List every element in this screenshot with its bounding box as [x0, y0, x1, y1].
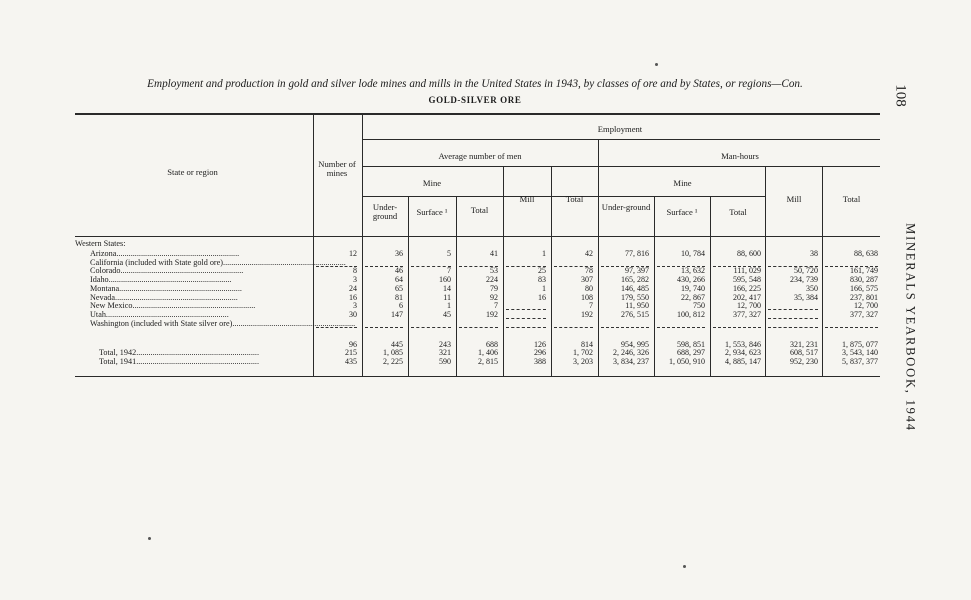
dot-leader: ............................................................ — [232, 318, 356, 328]
empty-cell-dash — [768, 309, 818, 310]
table-cell-mine-total: 1, 406 — [478, 348, 498, 357]
table-cell-under: 46 — [395, 266, 403, 276]
table-cell-mines: 3 — [353, 275, 357, 285]
header-bottom-rule — [75, 236, 880, 237]
table-cell-mine-total: 688 — [486, 340, 498, 349]
header-mill: Mill — [519, 194, 535, 204]
table-cell-under: 64 — [395, 275, 403, 285]
table-cell-under: 445 — [391, 340, 403, 349]
scan-speck — [683, 565, 686, 568]
table-cell-mill: 296 — [534, 348, 546, 357]
table-cell-mines: 12 — [349, 249, 357, 258]
dot-leader: ............................................................ — [116, 249, 240, 258]
header-mine: Mine — [422, 178, 442, 188]
table-cell-mh-surface: 22, 867 — [681, 292, 705, 302]
table-cell-mh-mine-total: 377, 327 — [733, 309, 761, 319]
table-cell-total: 307 — [581, 275, 593, 285]
empty-cell-dash — [554, 327, 593, 328]
empty-cell-dash — [316, 327, 357, 328]
row-label: Total, 1942............................................................ — [99, 348, 259, 357]
table-title: Employment and production in gold and silver lode mines and mills in the United States in 1943, by classes of ore and by States, or regions—Con. — [147, 78, 803, 90]
table-top-rule — [75, 113, 880, 115]
row-label: California (included with State gold ore)............................................................ — [90, 257, 346, 267]
table-cell-mh-mine-total: 595, 548 — [733, 275, 761, 285]
table-cell-mines: 8 — [353, 266, 357, 276]
table-cell-mh-under: 97, 397 — [625, 266, 649, 276]
subgroup-rule — [362, 166, 880, 167]
header-mh-underground: Under-ground — [601, 202, 651, 212]
row-label: Total, 1941............................................................ — [99, 357, 259, 366]
header-mh-mine: Mine — [673, 178, 692, 188]
table-cell-mh-mill: 952, 230 — [790, 357, 818, 366]
table-cell-mh-total: 166, 575 — [850, 283, 878, 293]
table-cell-surface: 45 — [443, 309, 451, 319]
header-man-hours: Man-hours — [721, 151, 759, 161]
table-cell-mines: 435 — [345, 357, 357, 366]
header-mh-mine-total: Total — [729, 207, 747, 217]
dot-leader: ............................................................ — [136, 357, 259, 366]
empty-cell-dash — [506, 318, 546, 319]
page-number: 108 — [892, 84, 909, 107]
table-cell-total: 7 — [589, 301, 593, 311]
table-cell-mh-mine-total: 166, 225 — [733, 283, 761, 293]
empty-cell-dash — [768, 318, 818, 319]
table-cell-mines: 3 — [353, 301, 357, 311]
table-cell-mines: 16 — [349, 292, 357, 302]
table-cell-mh-under: 146, 485 — [621, 283, 649, 293]
table-cell-mine-total: 53 — [490, 266, 498, 276]
table-cell-mill: 126 — [534, 340, 546, 349]
row-label: Arizona............................................................ — [90, 249, 240, 258]
table-cell-mh-under: 954, 995 — [621, 340, 649, 349]
table-cell-mh-total: 377, 327 — [850, 309, 878, 319]
dot-leader: ............................................................ — [115, 292, 238, 302]
table-cell-mines: 96 — [349, 340, 357, 349]
table-cell-total: 108 — [581, 292, 593, 302]
table-subtitle: GOLD-SILVER ORE — [428, 95, 522, 105]
table-cell-total: 78 — [585, 266, 593, 276]
table-cell-mh-under: 77, 816 — [625, 249, 649, 258]
row-label: Washington (included with State silver ore)............................................................ — [90, 318, 356, 328]
table-cell-under: 2, 225 — [383, 357, 403, 366]
table-cell-under: 81 — [395, 292, 403, 302]
table-cell-surface: 160 — [439, 275, 451, 285]
column-divider — [362, 115, 363, 376]
table-cell-mill: 16 — [538, 292, 546, 302]
running-head: MINERALS YEARBOOK, 1944 — [903, 223, 918, 432]
table-cell-total: 814 — [581, 340, 593, 349]
table-cell-mh-surface: 430, 266 — [677, 275, 705, 285]
table-cell-mh-surface: 598, 851 — [677, 340, 705, 349]
table-cell-mh-under: 276, 515 — [621, 309, 649, 319]
table-cell-surface: 590 — [439, 357, 451, 366]
header-underground: Under-ground — [372, 202, 398, 222]
table-cell-mine-total: 41 — [490, 249, 498, 258]
table-cell-mh-surface: 688, 297 — [677, 348, 705, 357]
empty-cell-dash — [365, 327, 403, 328]
table-cell-mh-mine-total: 202, 417 — [733, 292, 761, 302]
table-cell-mh-mine-total: 12, 700 — [737, 301, 761, 311]
dot-leader: ............................................................ — [119, 283, 242, 293]
dot-leader: ............................................................ — [105, 309, 229, 319]
table-cell-mill: 1 — [542, 249, 546, 258]
table-cell-mh-mine-total: 88, 600 — [737, 249, 761, 258]
table-cell-total: 42 — [585, 249, 593, 258]
table-bottom-rule — [75, 376, 880, 377]
table-cell-mines: 24 — [349, 283, 357, 293]
row-label: New Mexico............................................................ — [90, 301, 256, 311]
dot-leader: ............................................................ — [108, 275, 232, 285]
table-cell-mh-mill: 35, 384 — [794, 292, 818, 302]
scan-speck — [655, 63, 658, 66]
table-cell-mh-under: 179, 550 — [621, 292, 649, 302]
table-cell-mh-mill: 234, 739 — [790, 275, 818, 285]
employment-rule — [362, 139, 880, 140]
header-mh-surface: Surface ¹ — [666, 207, 698, 217]
table-cell-mh-under: 165, 282 — [621, 275, 649, 285]
table-cell-mh-under: 3, 834, 237 — [613, 357, 649, 366]
table-cell-mh-mine-total: 2, 934, 623 — [725, 348, 761, 357]
empty-cell-dash — [601, 327, 649, 328]
table-cell-surface: 1 — [447, 301, 451, 311]
empty-cell-dash — [657, 327, 705, 328]
table-cell-total: 1, 702 — [573, 348, 593, 357]
table-cell-total: 3, 203 — [573, 357, 593, 366]
table-cell-mine-total: 192 — [486, 309, 498, 319]
table-cell-mh-mill: 608, 517 — [790, 348, 818, 357]
row-label: Nevada............................................................ — [90, 292, 238, 302]
header-surface: Surface ¹ — [416, 207, 448, 217]
row-label: Utah............................................................ — [90, 309, 229, 319]
table-cell-mill: 83 — [538, 275, 546, 285]
table-cell-total: 80 — [585, 283, 593, 293]
table-cell-mill: 25 — [538, 266, 546, 276]
table-cell-mill: 1 — [542, 283, 546, 293]
table-cell-mh-mill: 50, 720 — [794, 266, 818, 276]
table-cell-mine-total: 2, 815 — [478, 357, 498, 366]
table-cell-mh-surface: 750 — [693, 301, 705, 311]
table-cell-surface: 7 — [447, 266, 451, 276]
table-cell-surface: 11 — [443, 292, 451, 302]
table-cell-mh-surface: 13, 632 — [681, 266, 705, 276]
scan-speck — [148, 537, 151, 540]
table-cell-mh-total: 161, 749 — [850, 266, 878, 276]
empty-cell-dash — [506, 309, 546, 310]
table-cell-mine-total: 224 — [486, 275, 498, 285]
column-divider — [313, 115, 314, 376]
table-cell-surface: 321 — [439, 348, 451, 357]
table-cell-mh-mill: 350 — [806, 283, 818, 293]
table-cell-mines: 215 — [345, 348, 357, 357]
table-cell-mh-total: 5, 837, 377 — [842, 357, 878, 366]
header-number-of-mines: Number of mines — [318, 159, 356, 179]
header-average-men: Average number of men — [438, 151, 522, 161]
table-cell-mh-total: 237, 801 — [850, 292, 878, 302]
table-cell-mh-total: 3, 543, 140 — [842, 348, 878, 357]
group-label: Western States: — [75, 239, 126, 248]
table-cell-mines: 30 — [349, 309, 357, 319]
table-cell-mh-surface: 10, 784 — [681, 249, 705, 258]
table-cell-mine-total: 79 — [490, 283, 498, 293]
table-cell-mh-mine-total: 111, 029 — [733, 266, 761, 276]
row-label: Idaho............................................................ — [90, 275, 232, 285]
header-mine-total: Total — [470, 205, 489, 215]
dot-leader: ............................................................ — [120, 266, 244, 276]
table-cell-mh-mine-total: 4, 885, 147 — [725, 357, 761, 366]
table-cell-surface: 5 — [447, 249, 451, 258]
table-cell-under: 147 — [391, 309, 403, 319]
table-cell-mh-mill: 321, 231 — [790, 340, 818, 349]
table-cell-mine-total: 92 — [490, 292, 498, 302]
header-mh-mill: Mill — [786, 194, 802, 204]
table-cell-mh-total: 830, 287 — [850, 275, 878, 285]
table-cell-mh-surface: 19, 740 — [681, 283, 705, 293]
table-cell-mill: 388 — [534, 357, 546, 366]
table-cell-mh-total: 88, 638 — [854, 249, 878, 258]
table-cell-under: 65 — [395, 283, 403, 293]
header-employment: Employment — [597, 124, 643, 134]
table-cell-mine-total: 7 — [494, 301, 498, 311]
row-label: Montana............................................................ — [90, 283, 242, 293]
empty-cell-dash — [506, 327, 546, 328]
header-total: Total — [565, 194, 584, 204]
table-cell-mh-mine-total: 1, 553, 846 — [725, 340, 761, 349]
table-cell-under: 1, 085 — [383, 348, 403, 357]
table-cell-mh-surface: 100, 812 — [677, 309, 705, 319]
empty-cell-dash — [825, 327, 878, 328]
dot-leader: ............................................................ — [132, 301, 256, 311]
table-cell-mh-surface: 1, 050, 910 — [669, 357, 705, 366]
table-cell-mh-total: 1, 875, 077 — [842, 340, 878, 349]
header-state: State or region — [167, 167, 218, 177]
row-label: Colorado............................................................ — [90, 266, 244, 276]
empty-cell-dash — [768, 327, 818, 328]
table-cell-mh-under: 11, 950 — [625, 301, 649, 311]
dot-leader: ............................................................ — [223, 257, 346, 267]
table-cell-under: 6 — [399, 301, 403, 311]
table-cell-surface: 14 — [443, 283, 451, 293]
table-cell-surface: 243 — [439, 340, 451, 349]
table-cell-mh-mill: 38 — [810, 249, 818, 258]
empty-cell-dash — [459, 327, 498, 328]
table-cell-under: 36 — [395, 249, 403, 258]
table-cell-total: 192 — [581, 309, 593, 319]
empty-cell-dash — [411, 327, 451, 328]
header-mh-total: Total — [842, 194, 861, 204]
table-cell-mh-total: 12, 700 — [854, 301, 878, 311]
table-cell-mh-under: 2, 246, 326 — [613, 348, 649, 357]
empty-cell-dash — [713, 327, 761, 328]
dot-leader: ............................................................ — [136, 348, 259, 357]
